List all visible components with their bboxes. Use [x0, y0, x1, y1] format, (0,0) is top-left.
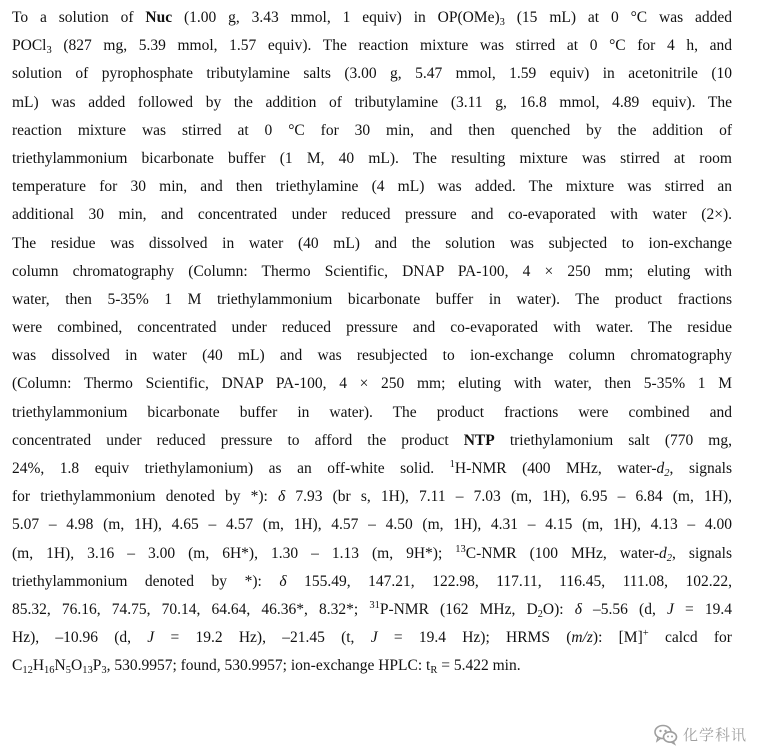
text-run: solution of pyrophosphate tributylamine salts (3.00 g, 5.47 mmol, 1.59 equiv) in acetonitrile (10 — [12, 65, 732, 83]
text-run: The residue was dissolved in water (40 mL) and the solution was subjected to ion-exchange — [12, 234, 732, 252]
wechat-icon — [653, 721, 679, 747]
text-run: O — [71, 657, 83, 675]
text-run: P — [92, 657, 102, 675]
text-line — [12, 173, 732, 201]
text-line — [12, 624, 732, 652]
text-run: To a solution of — [12, 9, 146, 26]
text-line — [12, 596, 732, 624]
text-line — [12, 540, 732, 568]
procedure-paragraph — [12, 4, 732, 681]
text-line — [12, 117, 732, 145]
text-line — [12, 201, 732, 229]
text-run: (827 mg, 5.39 mmol, 1.57 equiv). The reaction mixture was stirred at 0 °C for 4 h, and — [51, 37, 732, 55]
watermark — [653, 721, 747, 747]
italic-symbol: J — [147, 629, 155, 647]
text-run: 7.93 (br s, 1H), 7.11 – 7.03 (m, 1H), 6.95 – 6.84 (m, 1H), — [285, 488, 732, 506]
watermark-text: 化学科讯 — [682, 725, 747, 744]
text-run: –5.56 (d, — [581, 600, 667, 618]
text-run: , signals — [672, 544, 732, 562]
text-line — [12, 652, 732, 680]
subscript: 12 — [22, 665, 33, 677]
text-run: concentrated under reduced pressure to afford the product — [12, 431, 464, 449]
text-line — [12, 145, 732, 173]
text-run: temperature for 30 min, and then triethylamine (4 mL) was added. The mixture was stirred an — [12, 178, 732, 196]
text-run: reaction mixture was stirred at 0 °C for 30 min, and then quenched by the addition of — [12, 121, 732, 139]
text-line — [12, 4, 732, 32]
italic-symbol: J — [370, 629, 378, 647]
text-run: for triethylammonium denoted by *): — [12, 488, 278, 506]
text-line — [12, 230, 732, 258]
text-run: 85.32, 76.16, 74.75, 70.14, 64.64, 46.36*, 8.32*; — [12, 600, 370, 618]
text-run: additional 30 min, and concentrated under reduced pressure and co-evaporated with water (2×). — [12, 206, 732, 224]
text-run: triethylammonium bicarbonate buffer (1 M, 40 mL). The resulting mixture was stirred at room — [12, 149, 732, 167]
text-run: column chromatography (Column: Thermo Scientific, DNAP PA-100, 4 × 250 mm; eluting with — [12, 262, 732, 280]
text-run: calcd for — [648, 629, 732, 647]
subscript: 3 — [101, 665, 107, 677]
text-run: Hz), –10.96 (d, — [12, 629, 148, 647]
text-line — [12, 511, 732, 539]
italic-symbol: d — [659, 544, 667, 562]
text-run: triethylamonium salt (770 mg, — [494, 431, 732, 449]
text-run: = 5.422 min. — [437, 657, 521, 675]
text-run: (1.00 g, 3.43 mmol, 1 equiv) in OP(OMe) — [172, 9, 500, 26]
text-run: H — [32, 657, 45, 675]
text-run: (Column: Thermo Scientific, DNAP PA-100, 4 × 250 mm; eluting with water, then 5-35% 1 M — [12, 375, 732, 393]
superscript: 13 — [455, 543, 466, 555]
compound-label: Nuc — [145, 9, 173, 26]
italic-symbol: δ — [574, 600, 582, 618]
text-line — [12, 89, 732, 117]
text-run: 5.07 – 4.98 (m, 1H), 4.65 – 4.57 (m, 1H), 4.57 – 4.50 (m, 1H), 4.31 – 4.15 (m, 1H), 4.13 – 4.00 — [12, 516, 732, 534]
subscript: 5 — [65, 665, 71, 677]
text-run: N — [54, 657, 66, 675]
text-run: triethylammonium bicarbonate buffer in water). The product fractions were combined and — [12, 403, 732, 421]
subscript: 16 — [44, 665, 55, 677]
text-run: 155.49, 147.21, 122.98, 117.11, 116.45, 111.08, 102.22, — [286, 572, 733, 590]
subscript: 13 — [82, 665, 93, 677]
text-run: (15 mL) at 0 °C was added — [504, 9, 732, 26]
subscript: 2 — [664, 468, 670, 479]
text-line — [12, 455, 732, 483]
italic-symbol: δ — [278, 488, 286, 506]
superscript: 1 — [449, 459, 455, 470]
text-run: = 19.4 — [673, 600, 732, 618]
text-run: = 19.4 Hz); HRMS ( — [377, 629, 572, 647]
italic-symbol: d — [656, 460, 665, 477]
text-run: P-NMR (162 MHz, D — [379, 600, 538, 618]
compound-label: NTP — [463, 431, 495, 449]
italic-symbol: m/z — [571, 629, 593, 647]
text-run: , 530.9957; found, 530.9957; ion-exchange HPLC: t — [106, 657, 431, 675]
subscript: R — [430, 665, 438, 677]
text-run: was dissolved in water (40 mL) and was resubjected to ion-exchange column chromatography — [12, 347, 732, 365]
text-run: O): — [542, 600, 575, 618]
subscript: 2 — [537, 608, 543, 620]
text-line — [12, 286, 732, 314]
text-line — [12, 60, 732, 88]
italic-symbol: J — [666, 600, 674, 618]
text-run: C — [12, 657, 23, 675]
text-run: C-NMR (100 MHz, water- — [465, 544, 660, 562]
superscript: + — [642, 628, 649, 640]
text-run: , signals — [669, 460, 732, 477]
subscript: 2 — [666, 552, 673, 564]
text-run: mL) was added followed by the addition of tributylamine (3.11 g, 16.8 mmol, 4.89 equiv). The — [12, 93, 732, 111]
text-line — [12, 258, 732, 286]
text-run: (m, 1H), 3.16 – 3.00 (m, 6H*), 1.30 – 1.13 (m, 9H*); — [12, 544, 456, 562]
text-run: H-NMR (400 MHz, water- — [454, 460, 657, 477]
text-run: 24%, 1.8 equiv triethylamonium) as an off-white solid. — [12, 460, 450, 477]
subscript: 3 — [499, 17, 505, 28]
subscript: 3 — [46, 45, 52, 57]
text-line — [12, 427, 732, 455]
text-run: POCl — [12, 37, 47, 55]
text-line — [12, 32, 732, 60]
text-line — [12, 399, 732, 427]
text-line — [12, 314, 732, 342]
text-line — [12, 342, 732, 370]
text-run: water, then 5-35% 1 M triethylammonium bicarbonate buffer in water). The product fractions — [12, 290, 732, 308]
text-run: ): [M] — [592, 629, 643, 647]
text-run: were combined, concentrated under reduced pressure and co-evaporated with water. The residue — [12, 319, 732, 337]
text-run: triethylammonium denoted by *): — [12, 572, 280, 590]
text-run: = 19.2 Hz), –21.45 (t, — [154, 629, 371, 647]
superscript: 31 — [369, 599, 380, 611]
italic-symbol: δ — [279, 572, 287, 590]
text-line — [12, 370, 732, 398]
text-line — [12, 568, 732, 596]
text-line — [12, 483, 732, 511]
